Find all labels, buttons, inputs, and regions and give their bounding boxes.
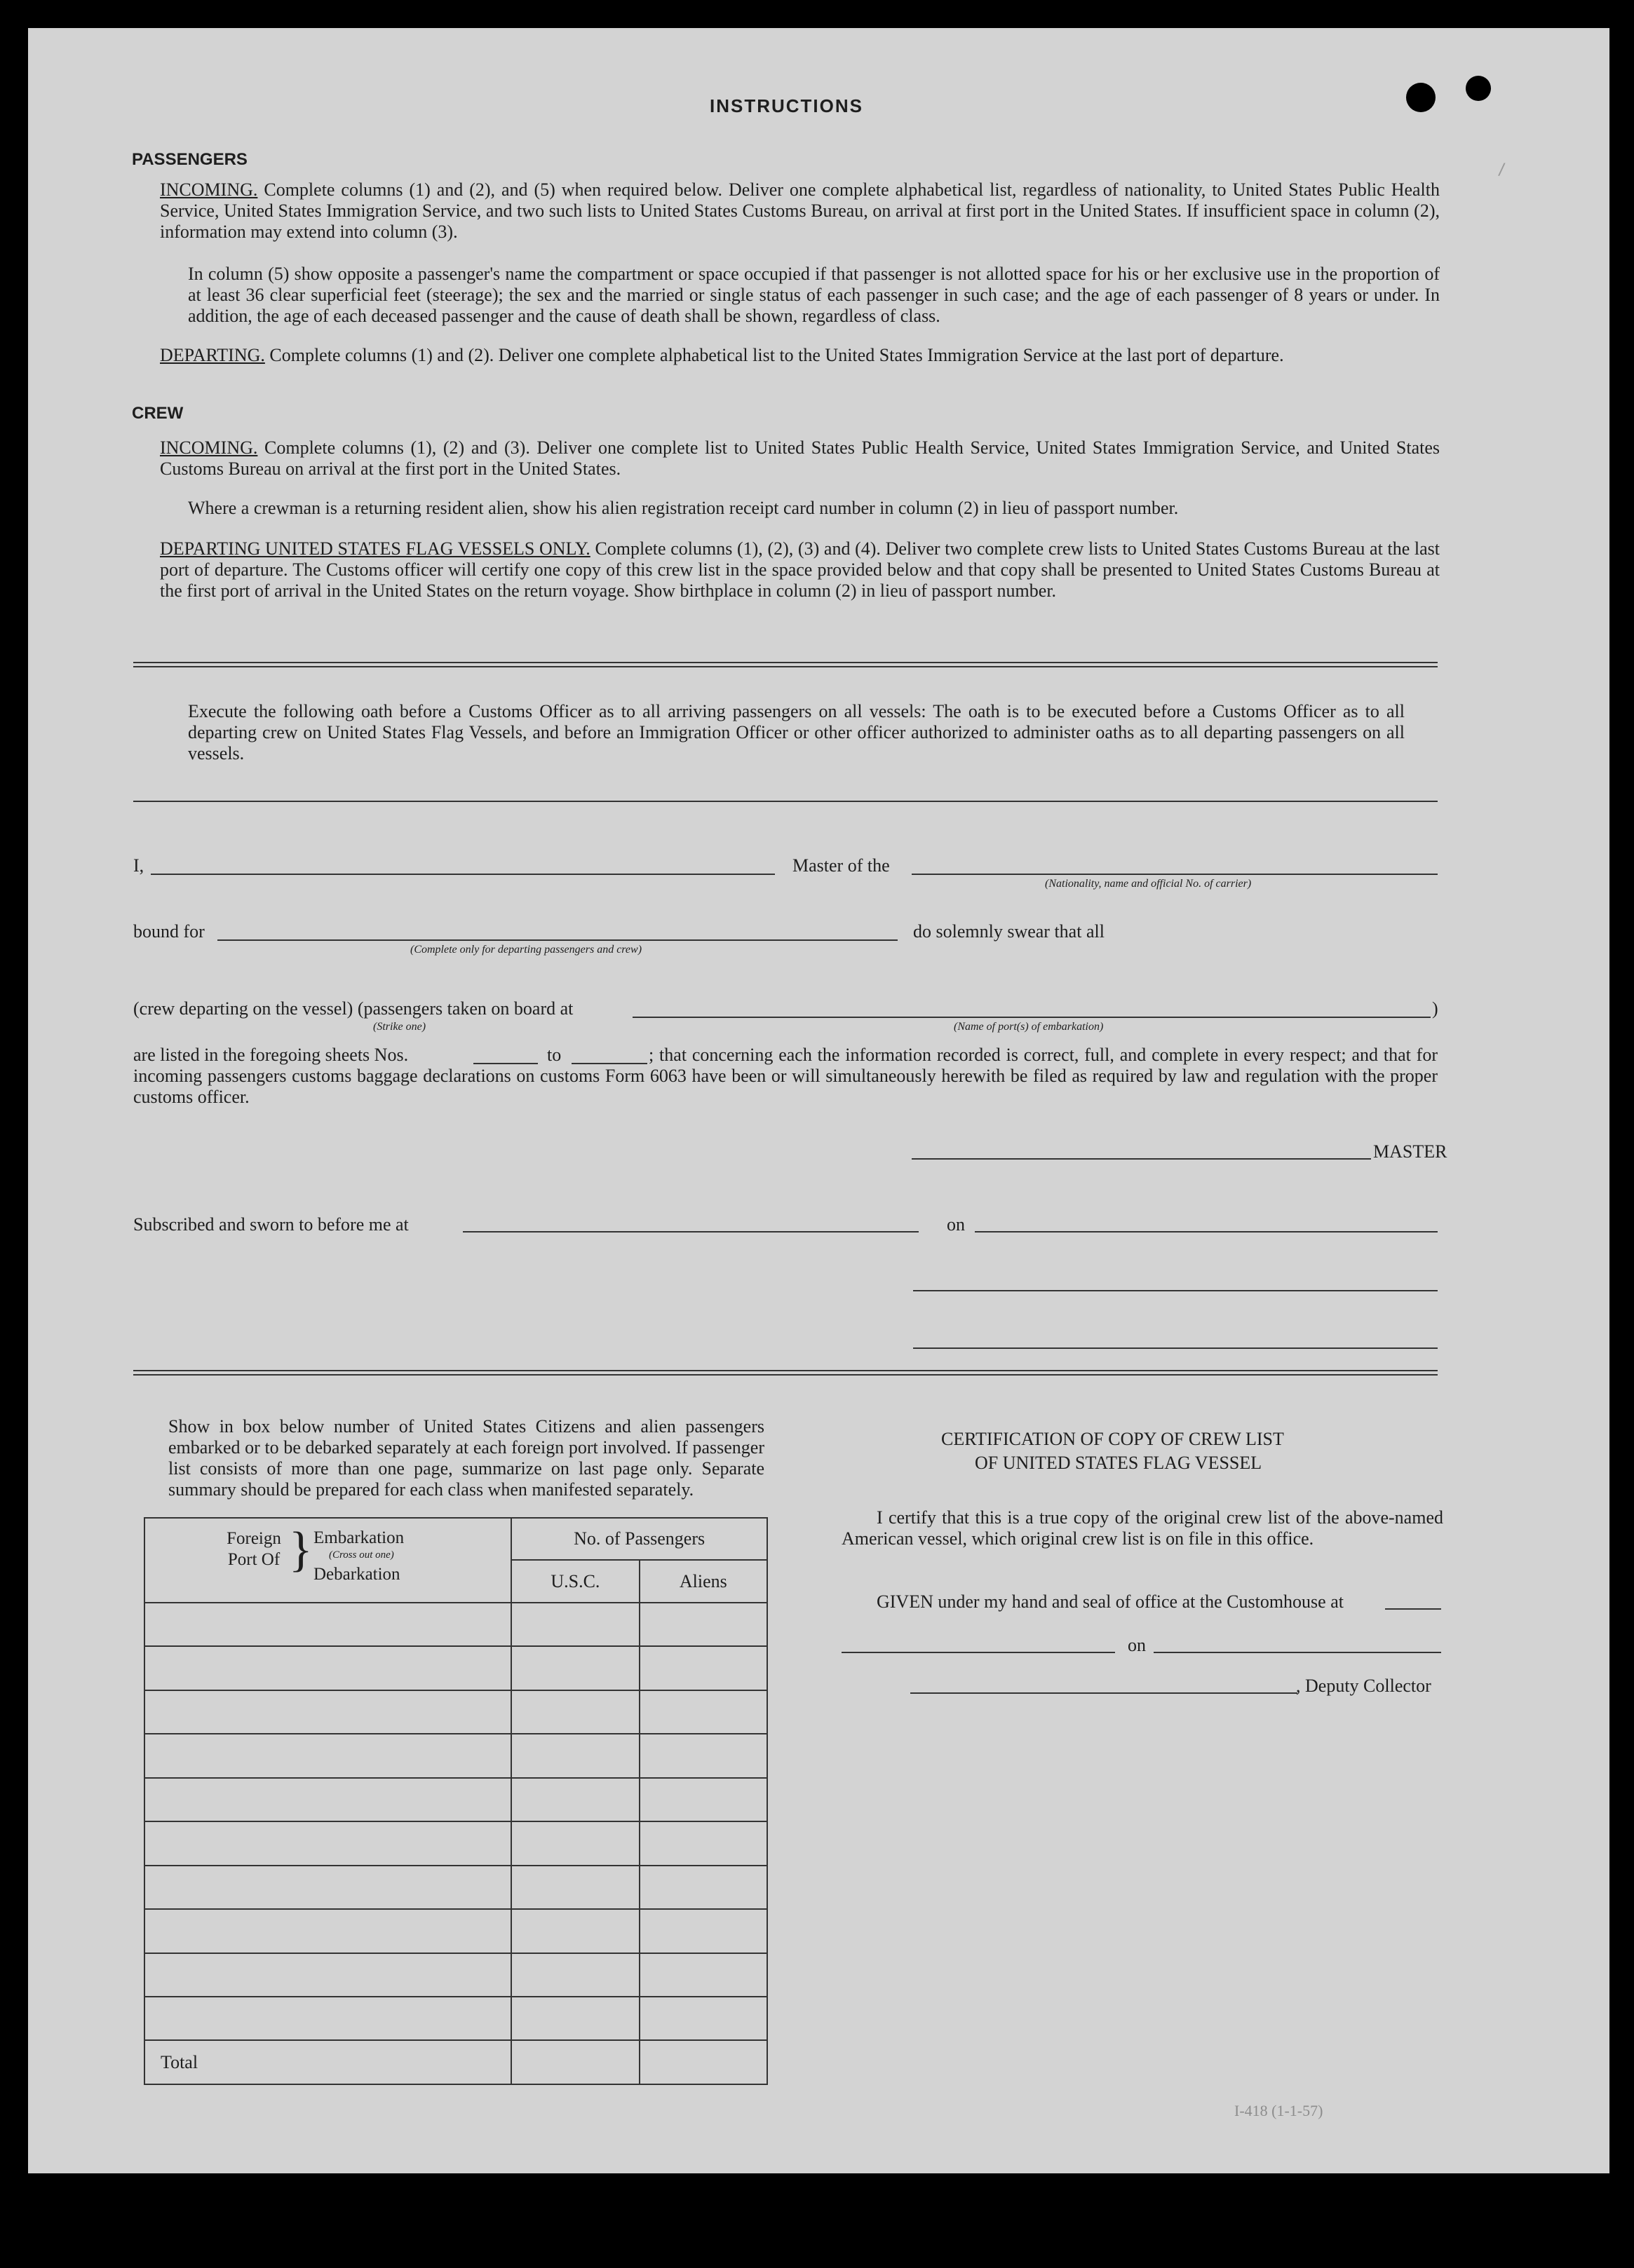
table-row: [144, 1734, 767, 1777]
port-header-cell: [144, 1518, 511, 1603]
customhouse-field[interactable]: [1385, 1608, 1441, 1610]
aliens-cell[interactable]: [640, 1866, 767, 1909]
deputy-collector-label: , Deputy Collector: [1296, 1676, 1431, 1696]
carrier-field[interactable]: [912, 874, 1438, 875]
oath-top-rule: [133, 801, 1438, 802]
table-row: [144, 1778, 767, 1821]
summary-instructions: Show in box below number of United States Citizens and alien passengers embarked or to be debarked separately at each foreign port involved. If passenger list consists of more than one page, summarize on last page only. Separate summary should be prepared for each class when manifested separately.: [168, 1416, 764, 1500]
punch-hole: [1406, 83, 1436, 112]
crew-incoming-paragraph: [160, 437, 1440, 480]
usc-cell[interactable]: [511, 1646, 639, 1690]
port-cell[interactable]: [144, 1953, 511, 1997]
crew-incoming-label: INCOMING.: [160, 437, 258, 458]
table-row: [144, 1690, 767, 1734]
port-cell[interactable]: [144, 1690, 511, 1734]
sworn-location-field[interactable]: [463, 1231, 919, 1233]
table-row: [144, 1997, 767, 2040]
table-row: [144, 1603, 767, 1646]
oath-close-paren: ): [1432, 998, 1438, 1019]
aliens-cell[interactable]: [640, 1734, 767, 1777]
crew-departing-paragraph: [160, 538, 1440, 602]
crew-departing-label: DEPARTING UNITED STATES FLAG VESSELS ONLY.: [160, 538, 590, 559]
table-row: [144, 1821, 767, 1865]
aliens-cell[interactable]: [640, 1953, 767, 1997]
aliens-header: Aliens: [640, 1560, 767, 1602]
deputy-signature-field[interactable]: [910, 1692, 1297, 1694]
total-usc-cell[interactable]: [511, 2040, 639, 2084]
oath-on: on: [947, 1214, 965, 1235]
certification-title-line2: OF UNITED STATES FLAG VESSEL: [975, 1453, 1262, 1473]
aliens-cell[interactable]: [640, 1603, 767, 1646]
port-cell[interactable]: [144, 1997, 511, 2040]
certification-given: GIVEN under my hand and seal of office at the Customhouse at: [877, 1591, 1344, 1612]
officer-title-field[interactable]: [913, 1347, 1438, 1349]
aliens-cell[interactable]: [640, 1997, 767, 2040]
total-label-cell: [144, 2040, 511, 2084]
embarkation-port-field[interactable]: [633, 1017, 1431, 1018]
passengers-heading: PASSENGERS: [132, 150, 248, 169]
usc-cell[interactable]: [511, 1734, 639, 1777]
master-signature-field[interactable]: [912, 1158, 1371, 1160]
port-note: (Name of port(s) of embarkation): [954, 1021, 1104, 1033]
usc-cell[interactable]: [511, 1690, 639, 1734]
total-aliens-cell[interactable]: [640, 2040, 767, 2084]
officer-signature-field[interactable]: [913, 1290, 1438, 1291]
aliens-cell[interactable]: [640, 1690, 767, 1734]
port-cell[interactable]: [144, 1734, 511, 1777]
table-row: [144, 1909, 767, 1953]
aliens-cell[interactable]: [640, 1909, 767, 1953]
sworn-date-field[interactable]: [975, 1231, 1438, 1233]
destination-field[interactable]: [217, 939, 898, 941]
oath-to: to: [547, 1045, 562, 1065]
usc-cell[interactable]: [511, 1603, 639, 1646]
usc-cell[interactable]: [511, 1953, 639, 1997]
strike-one-note: (Strike one): [373, 1021, 426, 1033]
oath-crew-passengers: (crew departing on the vessel) (passengers taken on board at: [133, 998, 574, 1019]
passengers-column5-paragraph: In column (5) show opposite a passenger's name the compartment or space occupied if that passenger is not allotted space for his or her exclusive use in the proportion of at least 36 clear superficial feet (steerage); the sex and the married or single status of each passenger in such case; and the age of each passenger of 8 years or under. In addition, the age of each deceased passenger and the cause of death shall be shown, regardless of class.: [188, 264, 1440, 326]
oath-subscribed: Subscribed and sworn to before me at: [133, 1214, 409, 1235]
debarkation-label: Debarkation: [313, 1565, 400, 1584]
embarkation-label: Embarkation: [313, 1528, 405, 1547]
oath-correct-span: ; that concerning each the information recorded is correct, full, and complete in every respect; and that for incoming passengers customs baggage declarations on customs Form 6063 have been or will simultaneously herewith be filed as required by law and regulation with the proper customs officer.: [133, 1045, 1438, 1107]
crew-incoming-text: Complete columns (1), (2) and (3). Deliver one complete list to United States Public Health Service, United States Immigration Service, and United States Customs Bureau on arrival at the first port in the United States.: [160, 437, 1440, 479]
usc-cell[interactable]: [511, 1778, 639, 1821]
crew-heading: CREW: [132, 404, 184, 423]
port-cell[interactable]: [144, 1778, 511, 1821]
oath-master-of: Master of the: [792, 855, 890, 876]
oath-correct-text: [133, 1045, 1438, 1108]
certification-date-field[interactable]: [1154, 1652, 1441, 1653]
document-page: [28, 28, 1609, 2173]
certification-title-line1: CERTIFICATION OF COPY OF CREW LIST: [941, 1429, 1284, 1449]
aliens-cell[interactable]: [640, 1778, 767, 1821]
crew-departing-text: Complete columns (1), (2), (3) and (4). Deliver two complete crew lists to United States Customs Bureau at the last port of departure. The Customs officer will certify one copy of this crew list in the space provided below and that copy shall be presented to United States Customs Bureau at the first port of arrival in the United States on the return voyage. Show birthplace in column (2) in lieu of passport number.: [160, 538, 1440, 601]
bleed-through-mark: /: [1497, 161, 1507, 179]
form-number: I-418 (1-1-57): [1234, 2102, 1323, 2119]
passengers-incoming-paragraph: [160, 179, 1440, 243]
port-cell[interactable]: [144, 1866, 511, 1909]
passengers-departing-label: DEPARTING.: [160, 345, 265, 365]
passengers-departing-paragraph: [160, 345, 1440, 366]
table-row: [144, 1866, 767, 1909]
port-cell[interactable]: [144, 1909, 511, 1953]
total-row: [144, 2040, 767, 2084]
oath-intro: Execute the following oath before a Customs Officer as to all arriving passengers on all vessels: The oath is to be executed before a Customs Officer as to all departing crew on United States Flag Vessels, and before an Immigration Officer or other officer authorized to administer oaths as to all departing passengers on all vessels.: [188, 701, 1405, 763]
foreign-port-label: Foreign Port Of: [227, 1529, 281, 1569]
crew-alien-paragraph: Where a crewman is a returning resident alien, show his alien registration receipt card number in column (2) in lieu of passport number.: [188, 498, 1179, 518]
usc-cell[interactable]: [511, 1866, 639, 1909]
oath-i-label: I,: [133, 855, 144, 876]
punch-hole: [1466, 76, 1491, 101]
certification-on: on: [1128, 1635, 1146, 1655]
total-label: Total: [161, 2051, 198, 2072]
passengers-incoming-text: Complete columns (1) and (2), and (5) when required below. Deliver one complete alphabetical list, regardless of nationality, to United States Public Health Service, United States Immigration Service, and two such lists to United States Customs Bureau, on arrival at first port in the United States. If insufficient space in column (2), information may extend into column (3).: [160, 179, 1440, 242]
no-passengers-header: No. of Passengers: [511, 1518, 767, 1560]
usc-cell[interactable]: [511, 1997, 639, 2040]
section-divider: [133, 662, 1438, 667]
aliens-cell[interactable]: [640, 1821, 767, 1865]
section-divider: [133, 1370, 1438, 1376]
certification-text: I certify that this is a true copy of the original crew list of the above-named American vessel, which original crew list is on file in this office.: [842, 1507, 1443, 1549]
cross-out-note: (Cross out one): [329, 1549, 394, 1561]
table-row: [144, 1953, 767, 1997]
passenger-summary-table: [144, 1517, 768, 2085]
table-row: [144, 1646, 767, 1690]
passengers-incoming-label: INCOMING.: [160, 179, 258, 200]
usc-cell[interactable]: [511, 1909, 639, 1953]
port-cell[interactable]: [144, 1646, 511, 1690]
master-label: MASTER: [1373, 1141, 1447, 1162]
port-cell[interactable]: [144, 1821, 511, 1865]
aliens-cell[interactable]: [640, 1646, 767, 1690]
port-cell[interactable]: [144, 1603, 511, 1646]
master-name-field[interactable]: [151, 874, 775, 875]
oath-listed: are listed in the foregoing sheets Nos.: [133, 1045, 409, 1065]
usc-header: U.S.C.: [511, 1560, 639, 1602]
oath-bound-for: bound for: [133, 921, 205, 942]
oath-swear: do solemnly swear that all: [913, 921, 1105, 942]
complete-only-note: (Complete only for departing passengers and crew): [410, 944, 642, 956]
customhouse-location-field[interactable]: [842, 1652, 1115, 1653]
carrier-note: (Nationality, name and official No. of carrier): [1045, 878, 1252, 890]
usc-cell[interactable]: [511, 1821, 639, 1865]
brace-symbol: }: [289, 1523, 313, 1577]
page-title: INSTRUCTIONS: [710, 95, 863, 116]
passengers-departing-text: Complete columns (1) and (2). Deliver one complete alphabetical list to the United States Immigration Service at the last port of departure.: [269, 345, 1284, 365]
